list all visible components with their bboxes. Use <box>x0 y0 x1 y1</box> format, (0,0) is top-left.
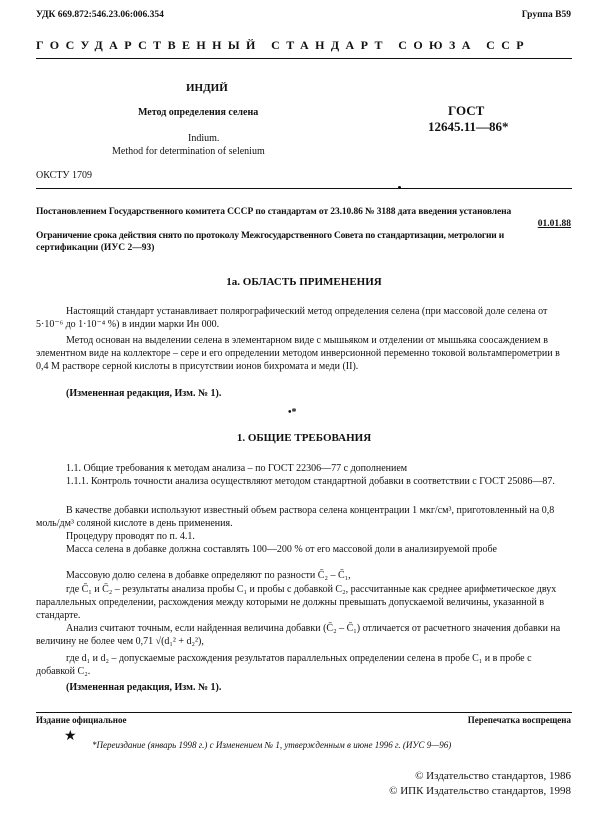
procedure-paragraph: Процедуру проводят по п. 4.1. <box>66 531 195 542</box>
reissue-note: *Переиздание (январь 1998 г.) с Изменением № 1, утвержденным в июне 1996 г. (ИУС 9—96) <box>92 740 452 750</box>
section-1a-heading: 1а. ОБЛАСТЬ ПРИМЕНЕНИЯ <box>226 276 382 288</box>
decree-line: Постановлением Государственного комитета СССР по стандартам от 23.10.86 № 3188 дата введения установлена <box>36 207 512 217</box>
paragraph-1-1: 1.1. Общие требования к методам анализа – по ГОСТ 22306—77 с дополнением <box>66 463 408 474</box>
okstu-code: ОКСТУ 1709 <box>36 170 93 181</box>
reprint-prohibited: Перепечатка воспрещена <box>467 715 571 725</box>
state-standard-banner: ГОСУДАРСТВЕННЫЙ СТАНДАРТ СОЮЗА ССР <box>36 38 531 52</box>
separator-mark: •* <box>288 407 297 418</box>
change-note-1: (Измененная редакция, Изм. № 1). <box>66 682 222 693</box>
additive-mass-paragraph: Масса селена в добавке должна составлять 100—200 % от его массовой доли в анализируемой пробе <box>66 544 497 555</box>
title-divider <box>36 188 572 189</box>
star-mark: ★ <box>64 729 77 744</box>
method-principle-paragraph: Метод основан на выделении селена в элементарном виде с мышьяком и отделении от мышьяка соосаждением в элементном виде на коллекторе – сере и его определении методом инверсионной переменно токовой вольтамперометрии в 0,4 М растворе серной кислоты в присутствии ионов бихромата и меди (II). <box>36 335 560 373</box>
material-title: ИНДИЙ <box>186 82 228 94</box>
accuracy-paragraph: Анализ считают точным, если найденная величина добавки (C̄₂ – C̄₁) отличается от расчетного значения добавки на величину не более чем 0,71 √(d₁² + d₂²), <box>36 623 561 648</box>
group-code: Группа В59 <box>521 10 571 20</box>
official-edition: Издание официальное <box>36 715 127 725</box>
restriction-line: Ограничение срока действия снято по протоколу Межгосударственного Совета по стандартизации, метрологии и <box>36 231 504 241</box>
udk-code: УДК 669.872:546.23.06:006.354 <box>36 10 164 20</box>
difference-paragraph: Массовую долю селена в добавке определяют по разности C̄₂ – C̄₁, <box>66 570 351 581</box>
scan-speck <box>398 186 401 189</box>
english-material: Indium. <box>188 133 220 144</box>
change-note-1a: (Измененная редакция, Изм. № 1). <box>66 388 222 399</box>
copyright-1998: © ИПК Издательство стандартов, 1998 <box>389 785 571 797</box>
effective-date: 01.01.88 <box>537 219 571 229</box>
definitions-paragraph: где C̄₁ и C̄₂ – результаты анализа пробы C₁ и пробы с добавкой C₂, рассчитанные как среднее арифметическое двух параллельных определении, расхождения между которыми не должны превышать допускаемой величины, указанной в стандарте. <box>36 584 557 622</box>
copyright-1986: © Издательство стандартов, 1986 <box>415 770 571 782</box>
scope-paragraph: Настоящий стандарт устанавливает полярографический метод определения селена (при массовой доле селена от 5·10⁻⁶ до 1·10⁻⁴ %) в индии марки Ин 000. <box>36 306 548 331</box>
footer-divider <box>36 712 572 713</box>
gost-number: 12645.11—86* <box>428 119 509 134</box>
method-title: Метод определения селена <box>138 107 259 118</box>
english-method: Method for determination of selenium <box>112 146 265 157</box>
gost-label: ГОСТ <box>448 103 485 118</box>
tolerance-paragraph: где d₁ и d₂ – допускаемые расхождения результатов параллельных определении селена в пробе C₁ и в пробе с добавкой C₂. <box>36 653 532 678</box>
paragraph-1-1-1: 1.1.1. Контроль точности анализа осуществляют методом стандартной добавки в соответствии с ГОСТ 25086—87. <box>66 476 555 487</box>
header-divider <box>36 58 572 59</box>
section-1-heading: 1. ОБЩИЕ ТРЕБОВАНИЯ <box>236 432 372 444</box>
restriction-line-2: сертификации (ИУС 2—93) <box>36 243 155 253</box>
additive-paragraph: В качестве добавки используют известный объем раствора селена концентрации 1 мкг/см³, приготовленный на 0,8 моль/дм³ соляной кислоте в день применения. <box>36 505 555 530</box>
